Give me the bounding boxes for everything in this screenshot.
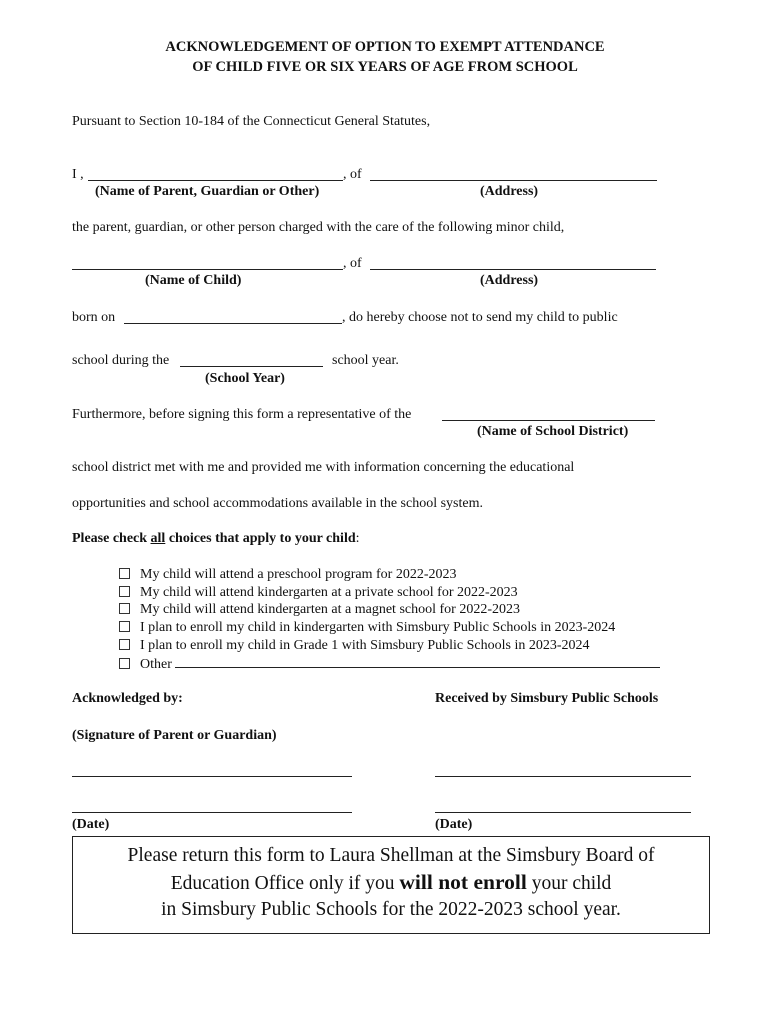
school-year-field[interactable]	[180, 366, 323, 367]
district-text-1: school district met with me and provided me with information concerning the educational	[72, 460, 575, 475]
school-year-label: school during the	[72, 353, 170, 368]
check-heading	[72, 531, 360, 547]
choice-magnet-school[interactable]	[119, 601, 520, 618]
checkbox[interactable]	[119, 603, 130, 614]
parent-line-prefix: I ,	[72, 167, 84, 182]
check-heading-all: all	[150, 531, 166, 546]
school-district-caption: (Name of School District)	[477, 424, 629, 439]
choice-label: My child will attend kindergarten at a magnet school for 2022-2023	[140, 602, 520, 617]
parent-address-caption: (Address)	[480, 184, 539, 199]
notice-line-2-pre: Education Office only if you	[170, 873, 400, 894]
choice-preschool[interactable]	[119, 566, 456, 583]
parent-line-of: , of	[343, 167, 362, 182]
born-on-suffix: , do hereby choose not to send my child to public	[342, 310, 618, 325]
choice-label: I plan to enroll my child in kindergarten with Simsbury Public Schools in 2023-2024	[140, 620, 616, 635]
school-date-field[interactable]	[435, 812, 691, 813]
choice-grade1-simsbury[interactable]	[119, 637, 590, 654]
school-year-caption: (School Year)	[205, 371, 285, 386]
checkbox[interactable]	[119, 658, 130, 669]
checkbox[interactable]	[119, 586, 130, 597]
signature-caption: (Signature of Parent or Guardian)	[72, 728, 277, 743]
intro-text: Pursuant to Section 10-184 of the Connecticut General Statutes,	[72, 114, 431, 129]
choice-private-school[interactable]	[119, 584, 518, 601]
checkbox[interactable]	[119, 568, 130, 579]
school-signature-field[interactable]	[435, 776, 691, 777]
born-on-label: born on	[72, 310, 116, 325]
received-by-label: Received by Simsbury Public Schools	[435, 691, 659, 706]
checkbox[interactable]	[119, 639, 130, 650]
form-title-line2: OF CHILD FIVE OR SIX YEARS OF AGE FROM SCHOOL	[192, 59, 578, 75]
check-heading-pre: Please check	[72, 531, 151, 546]
parent-address-field[interactable]	[370, 180, 657, 181]
choice-other[interactable]	[119, 655, 660, 672]
checkbox[interactable]	[119, 621, 130, 632]
furthermore-text: Furthermore, before signing this form a representative of the	[72, 407, 412, 422]
check-heading-post: choices that apply to your child	[165, 531, 356, 546]
birth-date-field[interactable]	[124, 323, 342, 324]
notice-line-2	[73, 869, 709, 897]
choice-label: My child will attend a preschool program for 2022-2023	[140, 567, 457, 582]
return-notice-box	[72, 836, 710, 934]
child-address-caption: (Address)	[480, 273, 539, 288]
child-name-field[interactable]	[72, 269, 343, 270]
choice-kindergarten-simsbury[interactable]	[119, 619, 615, 636]
district-text-2: opportunities and school accommodations available in the school system.	[72, 496, 483, 511]
child-name-caption: (Name of Child)	[145, 273, 242, 288]
child-line-of: , of	[343, 256, 362, 271]
parent-signature-field[interactable]	[72, 776, 352, 777]
child-address-field[interactable]	[370, 269, 656, 270]
date-caption-right: (Date)	[435, 817, 473, 832]
care-text: the parent, guardian, or other person charged with the care of the following minor child,	[72, 220, 565, 235]
choice-label: My child will attend kindergarten at a private school for 2022-2023	[140, 585, 518, 600]
school-district-field[interactable]	[442, 420, 655, 421]
parent-date-field[interactable]	[72, 812, 352, 813]
form-title-line1: ACKNOWLEDGEMENT OF OPTION TO EXEMPT ATTENDANCE	[165, 39, 605, 55]
check-heading-colon: :	[355, 531, 360, 546]
other-field[interactable]	[175, 655, 660, 668]
choice-label: I plan to enroll my child in Grade 1 with Simsbury Public Schools in 2023-2024	[140, 638, 590, 653]
parent-name-caption: (Name of Parent, Guardian or Other)	[95, 184, 320, 199]
notice-emphasis: will not enroll	[399, 870, 527, 894]
date-caption-left: (Date)	[72, 817, 110, 832]
choice-label: Other	[140, 657, 172, 672]
parent-name-field[interactable]	[88, 180, 343, 181]
notice-line-1: Please return this form to Laura Shellman at the Simsbury Board of	[127, 845, 655, 866]
notice-line-2-post: your child	[526, 873, 612, 894]
notice-line-3: in Simsbury Public Schools for the 2022-2023 school year.	[161, 899, 621, 920]
school-year-suffix: school year.	[332, 353, 399, 368]
acknowledged-by-label: Acknowledged by:	[72, 691, 183, 706]
